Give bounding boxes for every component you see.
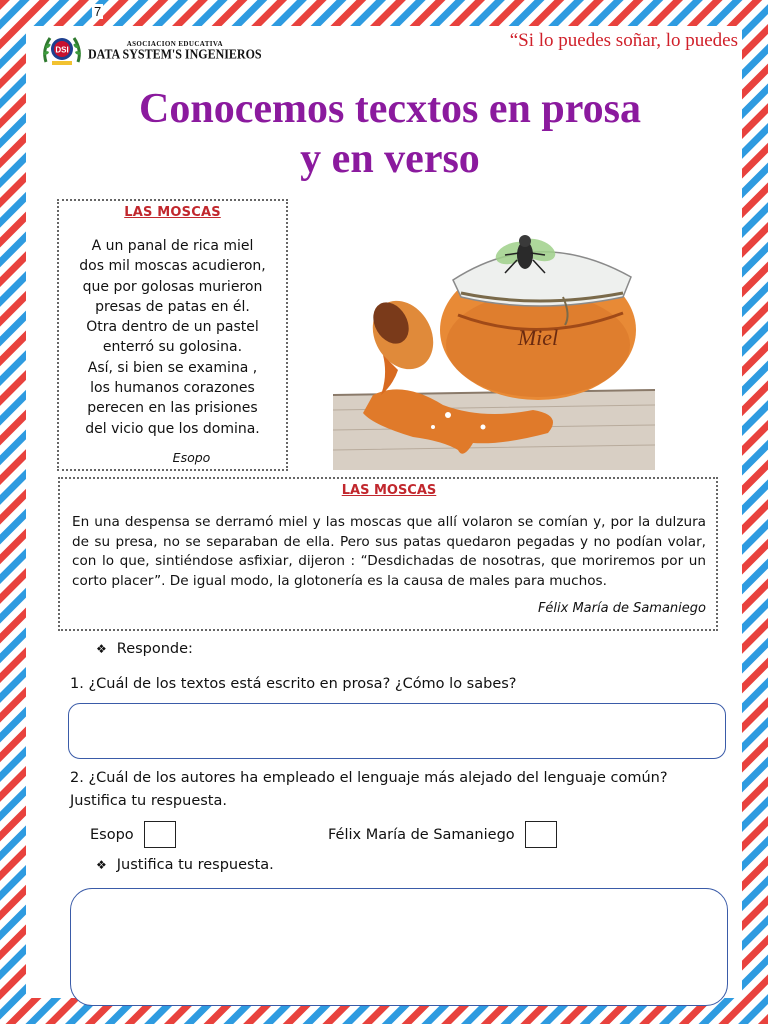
- question-2: 2. ¿Cuál de los autores ha empleado el lenguaje más alejado del lenguaje común? Justifica tu respuesta.: [70, 770, 668, 809]
- option-samaniego-checkbox[interactable]: [525, 821, 557, 848]
- justifica-heading: [96, 857, 274, 873]
- poem-title: LAS MOSCAS: [124, 205, 221, 220]
- title-line-1: Conocemos tecxtos en prosa: [139, 86, 641, 132]
- poem-line: del vicio que los domina.: [85, 420, 260, 437]
- poem-line: presas de patas en él.: [95, 298, 250, 315]
- poem-box: [57, 199, 288, 471]
- poem-line: A un panal de rica miel: [91, 238, 254, 254]
- title-line-2: y en verso: [300, 136, 480, 182]
- responde-heading: [96, 641, 193, 657]
- page-title: [60, 84, 720, 184]
- poem-line: los humanos corazones: [90, 380, 255, 397]
- poem-line: dos mil moscas acudieron,: [79, 258, 266, 275]
- prose-text: En una despensa se derramó miel y las moscas que allí volaron se comían y, por la dulzura de su presa, no se separaban de ella. Pero sus patas quedaron pegadas y no podían volar, con lo que, sintiéndose asfixiar, dijeron : “Desdichadas de nosotras, que moriremos por un corto placer”. De igual modo, la glotonería es la causa de males para muchos.: [72, 514, 706, 589]
- option-samaniego: [328, 821, 557, 848]
- responde-label: Responde:: [116, 641, 193, 657]
- poem-line: perecen en las prisiones: [87, 400, 258, 417]
- diamond-bullet-icon: ❖: [96, 858, 107, 872]
- laurel-emblem-icon: [40, 32, 84, 68]
- poem-author: Esopo: [172, 449, 211, 465]
- prose-box: [58, 477, 718, 631]
- diamond-bullet-icon: ❖: [96, 642, 107, 656]
- jar-label: Miel: [517, 325, 559, 350]
- prose-title: LAS MOSCAS: [341, 483, 437, 498]
- page-number: 7: [94, 4, 102, 19]
- option-esopo-label: Esopo: [90, 826, 134, 843]
- prose-author: Félix María de Samaniego: [537, 601, 706, 617]
- poem-line: Otra dentro de un pastel: [86, 319, 259, 336]
- answer-box-1[interactable]: [68, 703, 726, 759]
- svg-text:DSI: DSI: [55, 45, 69, 55]
- justifica-label: Justifica tu respuesta.: [116, 857, 274, 873]
- option-samaniego-label: Félix María de Samaniego: [328, 826, 515, 843]
- poem-line: enterró su golosina.: [102, 339, 243, 356]
- logo-name-text: DATA SYSTEM'S INGENIEROS: [88, 45, 262, 62]
- question-1: 1. ¿Cuál de los textos está escrito en prosa? ¿Cómo lo sabes?: [70, 676, 517, 692]
- poem-lines: [59, 236, 286, 439]
- school-logo: [40, 32, 262, 68]
- option-esopo: [90, 821, 176, 848]
- logo-association-text: ASOCIACION EDUCATIVA: [126, 39, 223, 48]
- honey-pot-illustration: [333, 205, 655, 470]
- poem-line: Así, si bien se examina ,: [87, 359, 258, 376]
- poem-line: que por golosas murieron: [82, 278, 263, 295]
- answer-box-2[interactable]: [70, 888, 728, 1006]
- motto: “Si lo puedes soñar, lo puedes: [509, 30, 738, 51]
- option-esopo-checkbox[interactable]: [144, 821, 176, 848]
